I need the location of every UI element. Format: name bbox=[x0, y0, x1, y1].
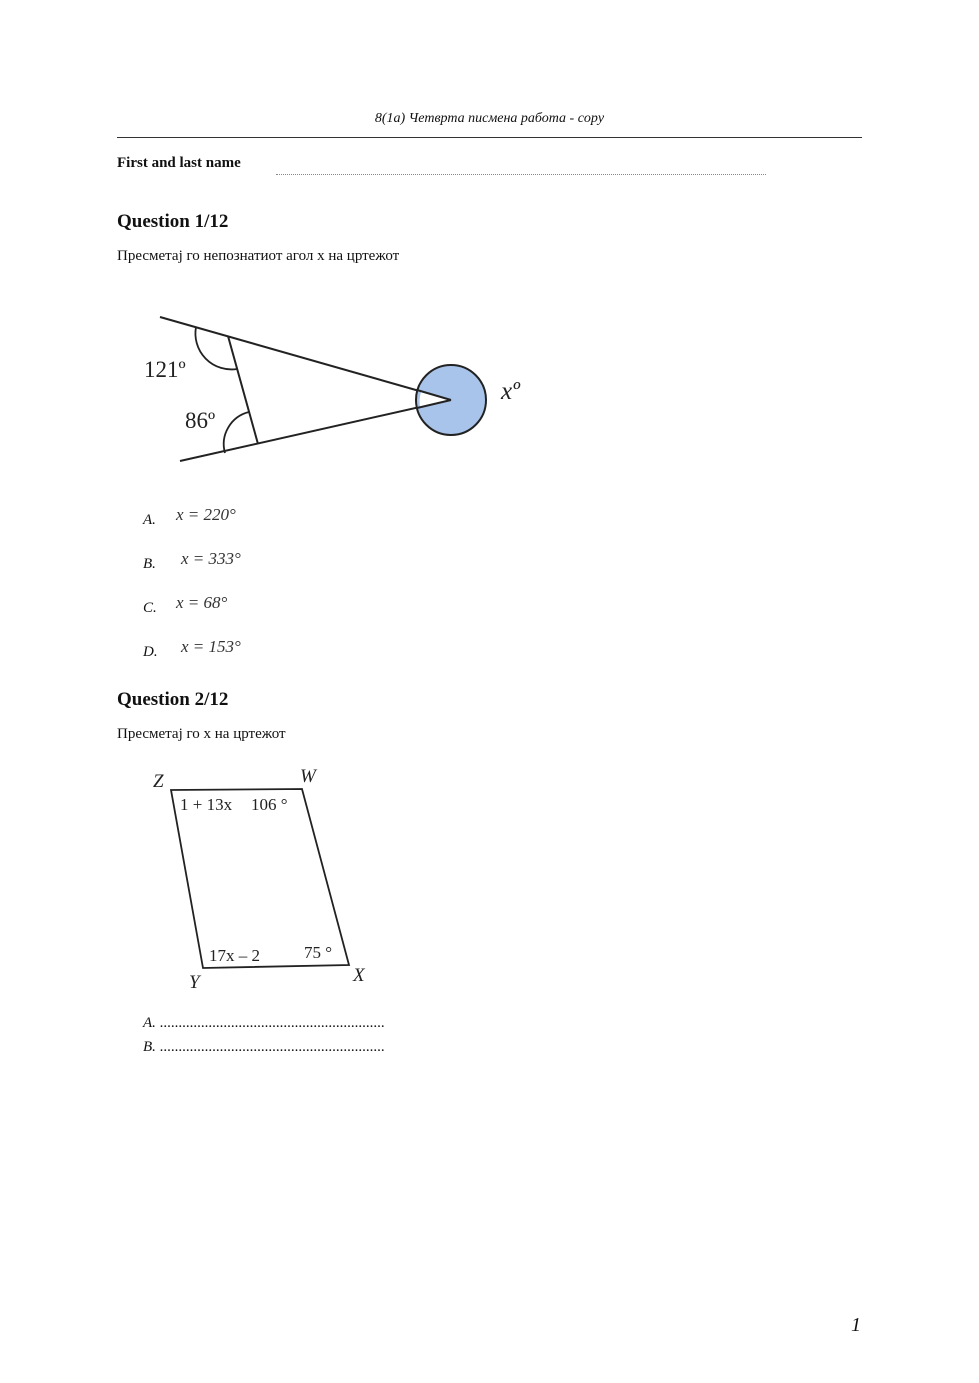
angle-label-86: 86º bbox=[185, 408, 216, 433]
angle-z-expression: 1 + 13x bbox=[180, 795, 233, 814]
angle-w-value: 106 ° bbox=[251, 795, 288, 814]
option-d-letter[interactable]: D. bbox=[143, 644, 158, 660]
answer-b[interactable] bbox=[143, 1039, 385, 1056]
vertex-z-label: Z bbox=[153, 771, 164, 792]
answer-a-blank[interactable]: ............................................................ bbox=[159, 1015, 385, 1031]
question-1-text: Пресметај го непознатиот агол x на цртежот bbox=[117, 248, 400, 264]
upper-ray bbox=[160, 317, 451, 400]
answer-a[interactable] bbox=[143, 1015, 385, 1032]
vertex-w-label: W bbox=[300, 766, 316, 787]
vertex-x-label: X bbox=[353, 965, 365, 986]
question-2-figure bbox=[140, 762, 390, 997]
answer-a-letter: A. bbox=[143, 1015, 156, 1031]
lower-ray bbox=[180, 400, 451, 461]
document-header-title: 8(1а) Четврта писмена работа - copy bbox=[374, 111, 605, 126]
option-a-letter[interactable]: A. bbox=[143, 512, 156, 528]
page-number: 1 bbox=[851, 1314, 861, 1336]
angle-label-121: 121º bbox=[144, 357, 186, 382]
answer-b-letter: B. bbox=[143, 1039, 156, 1055]
vertex-y-label: Y bbox=[189, 972, 200, 993]
option-d-value[interactable]: x = 153° bbox=[181, 637, 241, 656]
angle-y-expression: 17x – 2 bbox=[209, 946, 260, 965]
transversal bbox=[228, 336, 258, 444]
option-a-value[interactable]: x = 220° bbox=[176, 505, 236, 524]
option-b-value[interactable]: x = 333° bbox=[181, 549, 241, 568]
angle-x-value: 75 ° bbox=[304, 943, 333, 962]
header-divider bbox=[117, 137, 862, 138]
question-1-figure bbox=[130, 300, 550, 475]
answer-b-blank[interactable]: ............................................................ bbox=[159, 1039, 385, 1055]
option-c-letter[interactable]: C. bbox=[143, 600, 157, 616]
name-input-line[interactable] bbox=[276, 174, 766, 175]
question-2-text: Пресметај го x на цртежот bbox=[117, 726, 286, 742]
parallelogram-zwxy bbox=[171, 789, 349, 968]
name-label: First and last name bbox=[117, 155, 241, 171]
option-c-value[interactable]: x = 68° bbox=[176, 593, 228, 612]
option-b-letter[interactable]: B. bbox=[143, 556, 156, 572]
question-1-title: Question 1/12 bbox=[117, 211, 229, 232]
unknown-angle-label: xº bbox=[501, 378, 520, 405]
question-2-title: Question 2/12 bbox=[117, 689, 229, 710]
